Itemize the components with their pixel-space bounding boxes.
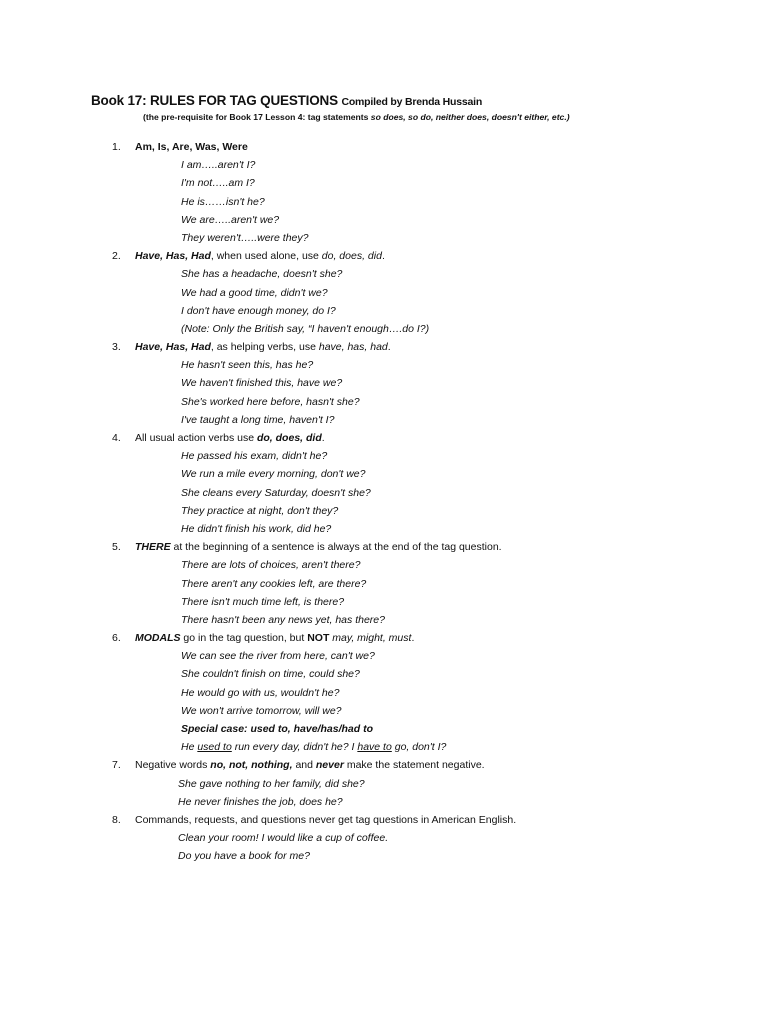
example-line: We had a good time, didn't we? (181, 286, 328, 299)
example-line: Clean your room! I would like a cup of coffee. (178, 832, 389, 845)
special-case-example: He used to run every day, didn't he? I have to go, don't I? (181, 741, 447, 754)
compiler-credit: Compiled by Brenda Hussain (341, 96, 483, 108)
example-line: He didn't finish his work, did he? (181, 522, 332, 535)
example-line: We haven't finished this, have we? (181, 377, 343, 390)
rule-text: Have, Has, Had, when used alone, use do, does, did. (135, 250, 385, 263)
rule-number: 7. (112, 759, 121, 772)
example-line: I'm not…..am I? (181, 177, 255, 190)
rule-number: 3. (112, 341, 121, 354)
example-line: She's worked here before, hasn't she? (181, 395, 360, 408)
example-line: He passed his exam, didn't he? (181, 450, 328, 463)
rule-text: All usual action verbs use do, does, did. (135, 432, 325, 444)
document-subtitle (143, 112, 570, 122)
rule-number: 8. (112, 813, 121, 826)
example-line: We can see the river from here, can't we? (181, 650, 375, 663)
example-line: She couldn't finish on time, could she? (181, 668, 360, 681)
example-line: He is……isn't he? (181, 195, 265, 208)
rule-text: Have, Has, Had, as helping verbs, use have, has, had. (135, 341, 391, 354)
rule-1-heading (0, 138, 768, 156)
example-line: We run a mile every morning, don't we? (181, 468, 366, 481)
rule-number: 5. (112, 541, 121, 554)
example-line: There isn't much time left, is there? (181, 595, 345, 608)
rule-2-heading (0, 247, 768, 265)
example-line: I am…..aren't I? (181, 159, 256, 172)
example-line: He would go with us, wouldn't he? (181, 686, 340, 699)
rule-text: MODALS go in the tag question, but NOT may, might, must. (135, 632, 415, 645)
special-case-heading: Special case: used to, have/has/had to (181, 723, 373, 735)
example-line: We are…..aren't we? (181, 213, 280, 226)
rule-text: Commands, requests, and questions never get tag questions in American English. (135, 813, 517, 826)
example-line: He never finishes the job, does he? (178, 795, 343, 808)
example-line: There are lots of choices, aren't there? (181, 559, 361, 572)
rule-number: 2. (112, 250, 121, 263)
rule-number: 6. (112, 632, 121, 645)
rule-7-heading (0, 756, 768, 774)
rule-text: Am, Is, Are, Was, Were (135, 141, 248, 153)
rule-text: Negative words no, not, nothing, and never make the statement negative. (135, 759, 485, 772)
example-line: They weren't…..were they? (181, 231, 309, 244)
example-line: She cleans every Saturday, doesn't she? (181, 486, 371, 499)
title-text: Book 17: RULES FOR TAG QUESTIONS (91, 93, 338, 108)
rule-4-heading (0, 429, 768, 447)
example-line: There aren't any cookies left, are there? (181, 577, 367, 590)
example-line: I've taught a long time, haven't I? (181, 413, 335, 426)
example-line: They practice at night, don't they? (181, 504, 339, 517)
subtitle-italic-text: so does, so do, neither does, doesn't either, etc.) (370, 112, 570, 122)
example-line: I don't have enough money, do I? (181, 304, 336, 317)
document-title (91, 93, 482, 108)
example-line: There hasn't been any news yet, has there? (181, 613, 385, 626)
rule-8-heading (0, 811, 768, 829)
example-line: He hasn't seen this, has he? (181, 359, 314, 372)
rule-number: 4. (112, 432, 121, 444)
rule-text: THERE at the beginning of a sentence is always at the end of the tag question. (135, 541, 502, 554)
example-line: We won't arrive tomorrow, will we? (181, 704, 342, 717)
example-line: Do you have a book for me? (178, 850, 310, 863)
example-line: She gave nothing to her family, did she? (178, 777, 365, 790)
example-line: She has a headache, doesn't she? (181, 268, 343, 281)
rules-list (0, 138, 768, 866)
rule-6-heading (0, 629, 768, 647)
subtitle-text: (the pre-requisite for Book 17 Lesson 4: tag statements (143, 112, 371, 122)
example-line: (Note: Only the British say, “I haven't enough….do I?) (181, 322, 430, 335)
rule-5-heading (0, 538, 768, 556)
rule-number: 1. (112, 141, 121, 153)
rule-3-heading (0, 338, 768, 356)
